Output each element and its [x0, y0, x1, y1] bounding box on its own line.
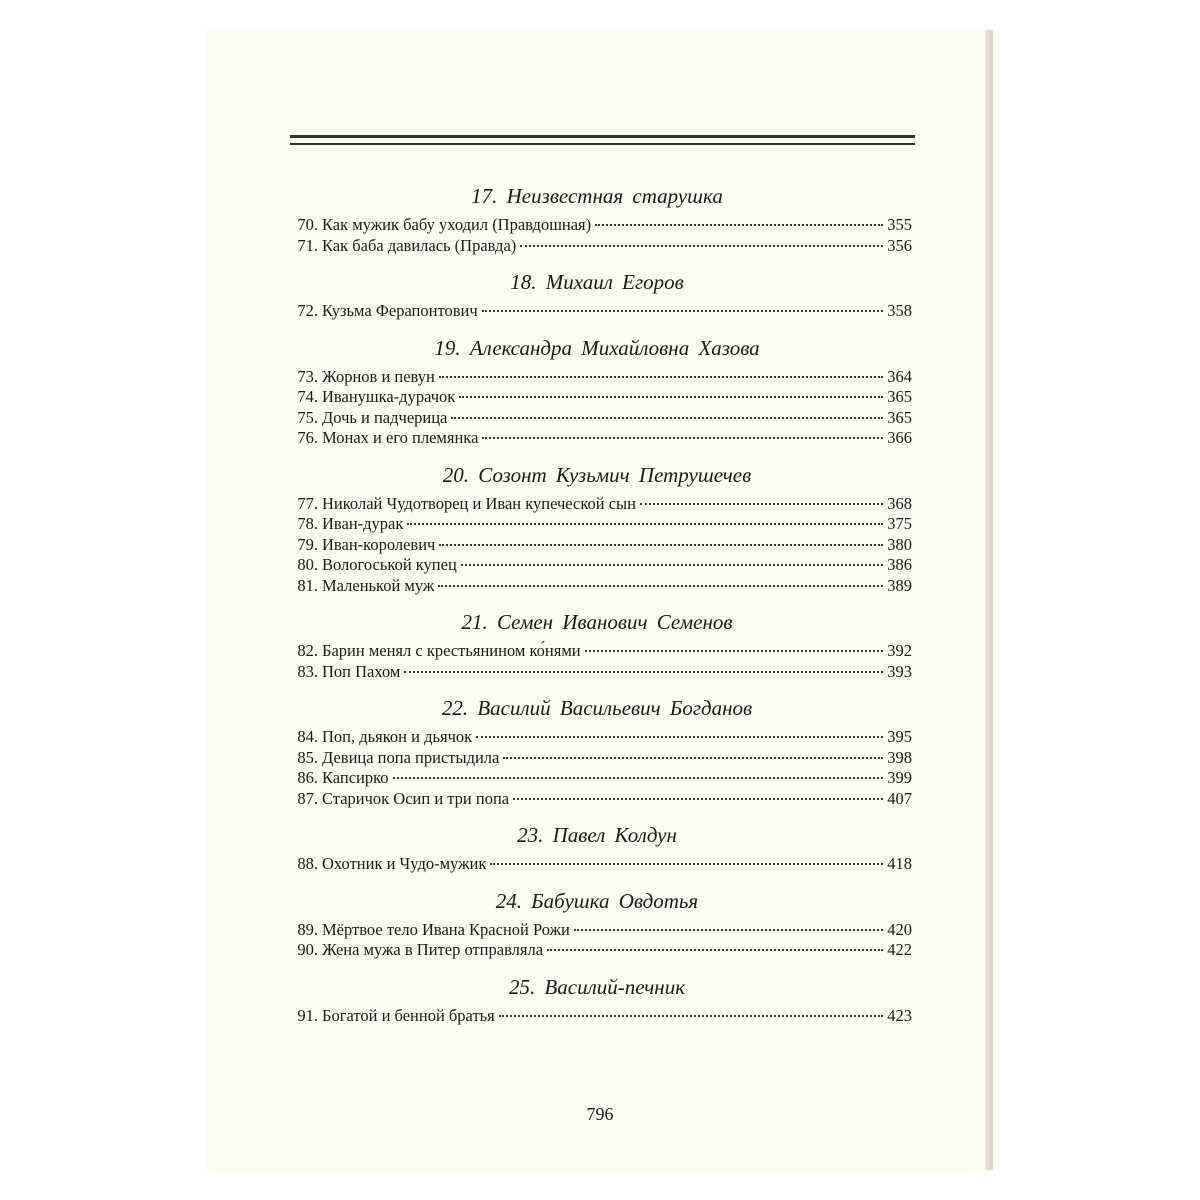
- entry-title: Жорнов и певун: [322, 366, 435, 386]
- entry-title: Барин менял с крестьянином ко́нями: [322, 641, 581, 660]
- toc-entry: [282, 727, 912, 748]
- entry-number: 88.: [297, 854, 318, 873]
- dot-leader: [585, 650, 884, 652]
- entry-number: 84.: [297, 727, 318, 746]
- toc-entry: [282, 215, 912, 236]
- section-heading: 21. Семен Иванович Семенов: [461, 610, 733, 634]
- entry-title: Как баба давилась (Правда): [322, 235, 517, 255]
- entry-page: 380: [887, 534, 912, 554]
- section-heading: 24. Бабушка Овдотья: [495, 888, 699, 913]
- entry-title: Старичок Осип и три попа: [322, 788, 510, 808]
- entry-page: 420: [887, 919, 912, 939]
- entry-page: 395: [887, 727, 912, 746]
- entry-page: 364: [887, 366, 912, 386]
- entry-page: 365: [887, 387, 912, 406]
- entry-page: 392: [887, 641, 912, 660]
- toc-entry: [282, 494, 912, 515]
- toc-entry: [282, 514, 912, 535]
- entry-number: 72.: [297, 301, 318, 320]
- dot-leader: [574, 929, 883, 931]
- entry-number: 74.: [297, 387, 318, 406]
- dot-leader: [513, 798, 883, 800]
- entry-title: Кузьма Ферапонтович: [322, 301, 478, 320]
- toc-entry: [282, 535, 912, 556]
- entry-title: Николай Чудотворец и Иван купеческой сын: [322, 493, 636, 513]
- entry-title: Маленькой муж: [322, 575, 435, 595]
- entry-page: 358: [887, 301, 912, 320]
- entry-number: 70.: [297, 215, 318, 234]
- toc-entry: [282, 940, 912, 961]
- entry-page: 356: [887, 235, 912, 255]
- header-rule-thin: [290, 143, 915, 145]
- entry-title: Вологоськой купец: [322, 555, 457, 574]
- entry-number: 71.: [297, 235, 318, 255]
- toc-entry: [282, 1006, 912, 1027]
- table-of-contents: [282, 176, 912, 1034]
- dot-leader: [404, 671, 883, 673]
- dot-leader: [640, 503, 883, 505]
- entry-number: 91.: [297, 1005, 318, 1025]
- section-heading: 22. Василий Васильевич Богданов: [441, 696, 753, 720]
- dot-leader: [520, 245, 883, 247]
- dot-leader: [499, 1015, 883, 1017]
- header-rule-thick: [290, 135, 915, 138]
- page-edge: [985, 30, 993, 1170]
- entry-number: 76.: [297, 428, 318, 447]
- entry-title: Мёртвое тело Ивана Красной Рожи: [322, 919, 570, 939]
- toc-entry: [282, 387, 912, 408]
- entry-number: 77.: [297, 493, 318, 513]
- toc-entry: [282, 854, 912, 875]
- entry-list: [282, 301, 912, 322]
- entry-title: Как мужик бабу уходил (Правдошная): [322, 215, 592, 234]
- entry-title: Иванушка-дурачок: [322, 387, 456, 406]
- entry-number: 83.: [297, 661, 318, 681]
- section-heading: 17. Неизвестная старушка: [471, 184, 723, 208]
- toc-entry: [282, 920, 912, 941]
- dot-leader: [439, 544, 883, 546]
- section-heading: 19. Александра Михайловна Хазова: [434, 335, 760, 360]
- entry-list: [282, 1006, 912, 1027]
- toc-entry: [282, 428, 912, 449]
- toc-entry: [282, 367, 912, 388]
- entry-page: 423: [887, 1005, 912, 1025]
- entry-title: Поп, дьякон и дьячок: [322, 727, 473, 746]
- entry-title: Дочь и падчерица: [322, 407, 448, 427]
- entry-page: 365: [887, 407, 912, 427]
- entry-title: Жена мужа в Питер отправляла: [322, 940, 544, 959]
- section-heading: 23. Павел Колдун: [517, 823, 677, 847]
- entry-list: [282, 494, 912, 597]
- entry-number: 86.: [297, 768, 318, 787]
- dot-leader: [439, 376, 883, 378]
- entry-number: 89.: [297, 919, 318, 939]
- entry-title: Охотник и Чудо-мужик: [322, 854, 487, 873]
- entry-title: Иван-дурак: [322, 514, 404, 533]
- entry-list: [282, 920, 912, 961]
- toc-entry: [282, 748, 912, 769]
- dot-leader: [476, 736, 883, 738]
- dot-leader: [490, 863, 883, 865]
- dot-leader: [451, 417, 883, 419]
- entry-title: Иван-королевич: [322, 534, 436, 554]
- entry-title: Богатой и бенной братья: [322, 1005, 495, 1025]
- entry-number: 79.: [297, 534, 318, 554]
- entry-title: Девица попа пристыдила: [322, 747, 500, 767]
- entry-number: 78.: [297, 514, 318, 533]
- dot-leader: [482, 310, 884, 312]
- entry-page: 398: [887, 747, 912, 767]
- dot-leader: [459, 396, 883, 398]
- entry-page: 368: [887, 493, 912, 513]
- entry-page: 375: [887, 514, 912, 533]
- toc-entry: [282, 408, 912, 429]
- entry-page: 386: [887, 555, 912, 574]
- dot-leader: [461, 564, 883, 566]
- toc-entry: [282, 301, 912, 322]
- entry-page: 393: [887, 661, 912, 681]
- entry-page: 399: [887, 768, 912, 787]
- toc-entry: [282, 576, 912, 597]
- entry-number: 75.: [297, 407, 318, 427]
- dot-leader: [393, 777, 884, 779]
- dot-leader: [503, 757, 883, 759]
- entry-number: 90.: [297, 940, 318, 959]
- entry-list: [282, 727, 912, 809]
- entry-title: Монах и его племянка: [322, 428, 479, 447]
- entry-number: 80.: [297, 555, 318, 574]
- entry-page: 355: [887, 215, 912, 234]
- page-number: 796: [586, 1104, 614, 1124]
- toc-entry: [282, 768, 912, 789]
- entry-title: Капсирко: [322, 768, 389, 787]
- toc-entry: [282, 236, 912, 257]
- section-heading: 20. Созонт Кузьмич Петрушечев: [442, 462, 752, 487]
- entry-number: 82.: [297, 641, 318, 660]
- entry-page: 422: [887, 940, 912, 959]
- section-heading: 18. Михаил Егоров: [510, 270, 684, 294]
- entry-page: 407: [887, 788, 912, 808]
- dot-leader: [595, 224, 883, 226]
- section-heading: 25. Василий-печник: [508, 974, 686, 999]
- entry-page: 418: [887, 854, 912, 873]
- toc-entry: [282, 641, 912, 662]
- toc-entry: [282, 662, 912, 683]
- entry-number: 73.: [297, 366, 318, 386]
- entry-number: 81.: [297, 575, 318, 595]
- entry-list: [282, 367, 912, 449]
- toc-entry: [282, 555, 912, 576]
- dot-leader: [547, 949, 883, 951]
- entry-list: [282, 641, 912, 682]
- entry-title: Поп Пахом: [322, 661, 401, 681]
- entry-number: 85.: [297, 747, 318, 767]
- entry-list: [282, 215, 912, 256]
- dot-leader: [438, 585, 883, 587]
- dot-leader: [407, 523, 883, 525]
- entry-page: 366: [887, 428, 912, 447]
- entry-list: [282, 854, 912, 875]
- entry-number: 87.: [297, 788, 318, 808]
- entry-page: 389: [887, 575, 912, 595]
- toc-entry: [282, 789, 912, 810]
- dot-leader: [482, 437, 883, 439]
